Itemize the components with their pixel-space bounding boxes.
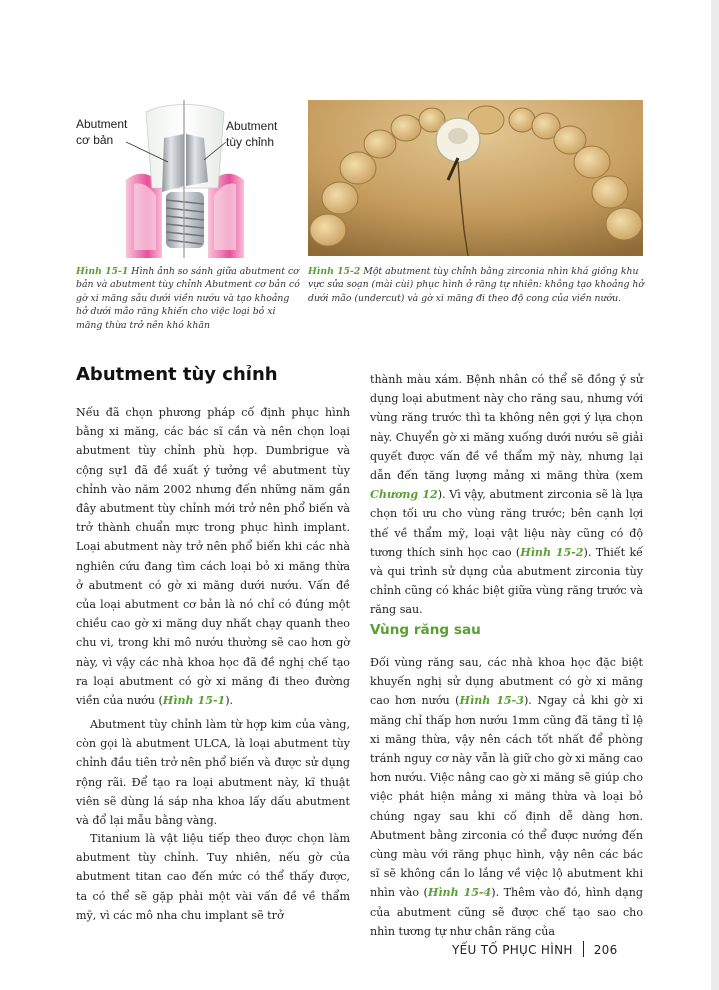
col2-p1-end: ). Thiết kế và qui trình sử dụng của abutment zirconia tùy chỉnh cũng có khác biệt giữa vùng răng trước và răng sau.	[370, 545, 643, 617]
col1-paragraph-3	[76, 829, 350, 925]
col2-p2-end: ). Thêm vào đó, hình dạng của abutment cũng sẽ được chế tạo sao cho nhìn tương tự như chân răng của	[370, 886, 643, 938]
label-custom-line1: Abutment	[226, 119, 278, 133]
col2-paragraph-1	[370, 370, 643, 620]
col1-paragraph-1	[76, 403, 350, 710]
col1-p3-text: Titanium là vật liệu tiếp theo được chọn làm abutment tùy chỉnh. Tuy nhiên, nếu gờ của abutment titan cao đến mức có thể thấy được, ta có thể sẽ gặp phải một vài vấn đề về thẩm mỹ, vì các mô nha chu implant sẽ trở	[76, 832, 350, 922]
col1-p1-end: ).	[225, 694, 234, 708]
col2-p1-mid: ). Vì vậy, abutment zirconia sẽ là lựa chọn tối ưu cho vùng răng trước; bên cạnh lợi thế về thẩm mỹ, loại vật liệu này cũng có độ tương thích sinh học cao (	[370, 488, 643, 559]
page-footer	[452, 941, 618, 957]
section-heading: Abutment tùy chỉnh	[76, 364, 278, 385]
caption-figure-15-1	[76, 265, 300, 332]
col2-p2-text: Đối vùng răng sau, các nhà khoa học đặc biệt khuyến nghị sử dụng abutment có gờ xi măng cao hơn nướu (	[370, 656, 643, 708]
link-chapter-12[interactable]: Chương 12	[370, 488, 438, 502]
page-edge	[711, 0, 719, 990]
col2-paragraph-2	[370, 653, 643, 941]
label-basic-line2: cơ bản	[76, 133, 114, 147]
label-custom-line2: tùy chỉnh	[226, 135, 275, 149]
col1-p1-text: Nếu đã chọn phương pháp cố định phục hình bằng xi măng, các bác sĩ cần và nên chọn loại abutment tùy chỉnh phù hợp. Dumbrigue và cộng sự1 đã đề xuất ý tưởng về abutment tùy chỉnh vào năm 2002 nhưng đến những năm gần đây abutment tùy chỉnh mới trở nên phổ biến và trở thành chuẩn mực trong phục hình implant. Loại abutment này trở nên phổ biến khi các nhà nghiên cứu đang tìm cách loại bỏ xi măng thừa ở abutment có gờ xi măng dưới nướu. Vấn đề của loại abutment cơ bản là nó chỉ có đúng một chiều cao gờ xi măng duy nhất chạy quanh theo chu vi, trong khi mô nướu thường sẽ cao hơn gờ này, vì vậy các nhà khoa học đã đề nghị chế tạo ra loại abutment có gờ xi măng đi theo đường viền của nướu (	[76, 406, 350, 708]
figure-zirconia-abutment-photo	[308, 100, 643, 256]
col1-paragraph-2	[76, 715, 350, 830]
col2-p1-text: thành màu xám. Bệnh nhân có thể sẽ đồng ý sử dụng loại abutment này cho răng sau, nhưng với vùng răng trước thì ta không nên gợi ý lựa chọn này. Chuyển gờ xi măng xuống dưới nướu sẽ giải quyết được vấn đề về thẩm mỹ này, nhưng lại dẫn đến tăng lượng mảng xi măng thừa (xem	[370, 373, 643, 483]
label-basic-line1: Abutment	[76, 117, 128, 131]
page-number: 206	[593, 943, 618, 957]
caption-figure-15-1-label: Hình 15-1	[76, 266, 129, 277]
dental-cast-photo	[308, 100, 643, 256]
footer-separator	[583, 941, 584, 957]
caption-figure-15-2	[308, 265, 648, 305]
figure-abutment-comparison	[76, 100, 294, 258]
caption-figure-15-1-text: Hình ảnh so sánh giữa abutment cơ bản và abutment tùy chỉnh Abutment cơ bản có gờ xi măng sâu dưới viền nướu và tạo khoảng hở dưới mão răng khiến cho việc loại bỏ xi măng thừa trở nên khó khăn	[76, 266, 300, 331]
caption-figure-15-2-text: Một abutment tùy chỉnh bằng zirconia nhìn khá giống khu vực sửa soạn (mài cùi) phục hình ở răng tự nhiên: không tạo khoảng hở dưới mão (undercut) và gờ xi măng đi theo độ cong của viền nướu.	[308, 266, 644, 304]
col2-p2-mid: ). Ngay cả khi gờ xi măng chỉ thấp hơn nướu 1mm cũng đã tăng tỉ lệ xi măng thừa, vậy nên cách tốt nhất để phòng tránh nguy cơ này vẫn là giữ cho gờ xi măng cao hơn nướu. Việc nâng cao gờ xi măng sẽ giúp cho việc phát hiện mảng xi măng thừa và loại bỏ chúng ngay sau khi cố định dễ dàng hơn. Abutment bằng zirconia có thể được nướng đến cùng màu với răng phục hình, vậy nên các bác sĩ sẽ không cần lo lắng về việc lộ abutment khi nhìn vào (	[370, 694, 644, 900]
footer-title: YẾU TỐ PHỤC HÌNH	[452, 943, 573, 957]
label-basic-abutment	[76, 116, 127, 148]
col1-p2-text: Abutment tùy chỉnh làm từ hợp kim của vàng, còn gọi là abutment ULCA, là loại abutment tùy chỉnh đầu tiên trở nên phổ biến và được sử dụng rộng rãi. Để tạo ra loại abutment này, kĩ thuật viên sẽ dùng lá sáp nha khoa lấy dấu abutment và đổ lại mẫu bằng vàng.	[76, 718, 350, 828]
subsection-heading: Vùng răng sau	[370, 622, 481, 638]
link-figure-15-2[interactable]: Hình 15-2	[520, 545, 584, 559]
link-figure-15-3[interactable]: Hình 15-3	[459, 694, 524, 708]
caption-figure-15-2-label: Hình 15-2	[308, 266, 361, 277]
label-custom-abutment	[226, 118, 277, 150]
link-figure-15-4[interactable]: Hình 15-4	[427, 886, 492, 900]
link-figure-15-1[interactable]: Hình 15-1	[162, 694, 226, 708]
